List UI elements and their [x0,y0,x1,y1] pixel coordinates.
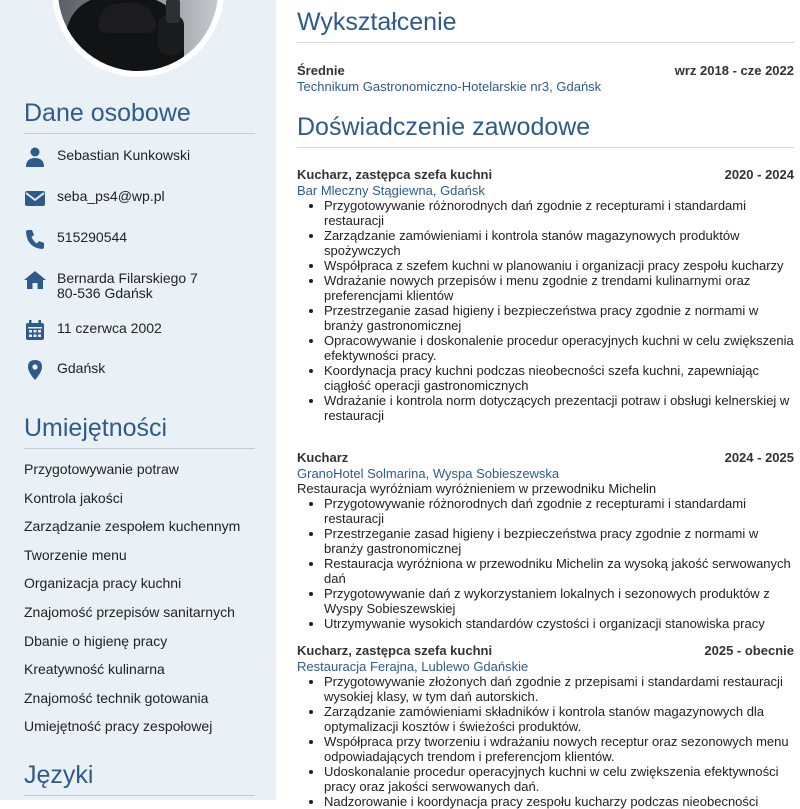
experience-heading: Doświadczenie zawodowe [297,112,794,148]
education-date: wrz 2018 - cze 2022 [674,63,794,78]
skill-item: Znajomość przepisów sanitarnych [24,604,235,620]
skill-item: Kreatywność kulinarna [24,661,165,677]
profile-photo [52,0,224,77]
list-item: • Utrzymywanie wysokich standardów czystości i organizacji stanowiska pracy [324,616,794,631]
skill-item: Organizacja pracy kuchni [24,575,182,591]
job-company: Bar Mleczny Stągiewna, Gdańsk [297,183,485,198]
list-item: • Udoskonalanie procedur operacyjnych kuchni w celu zwiększenia efektywności pracy oraz jakości serwowanych dań. [324,764,794,794]
job-date: 2025 - obecnie [704,643,794,658]
job-company: GranoHotel Solmarina, Wyspa Sobieszewska [297,466,560,481]
skill-item: Dbanie o higienę pracy [24,633,168,649]
personal-name: Sebastian Kunkowski [57,147,191,163]
education-level: Średnie [297,63,345,78]
job-duties [297,198,794,423]
list-item: • Przestrzeganie zasad higieny i bezpieczeństwa pracy zgodnie z normami w branży gastronomicznej [324,526,794,556]
job-date: 2024 - 2025 [724,450,794,465]
personal-birthdate: 11 czerwca 2002 [57,320,162,336]
list-item: • Przygotowywanie różnorodnych dań zgodnie z recepturami i standardami restauracji [324,496,794,526]
list-item: • Przygotowywanie dań z wykorzystaniem lokalnych i sezonowych produktów z Wyspy Sobieszewskiej [324,586,794,616]
calendar-icon [24,320,46,340]
location-pin-icon [24,360,46,380]
personal-address-line2: 80-536 Gdańsk [57,285,153,301]
sidebar [0,0,276,800]
list-item: • Zarządzanie zamówieniami składników i kontrola stanów magazynowych dla optymalizacji kosztów i świeżości produktów. [324,704,794,734]
skill-item: Kontrola jakości [24,490,123,506]
job-position: Kucharz, zastępca szefa kuchni [297,643,493,658]
personal-city: Gdańsk [57,360,106,376]
phone-icon [24,229,46,249]
job-position: Kucharz [297,450,349,465]
list-item: • Wdrażanie i kontrola norm dotyczących prezentacji potraw i obsługi kelnerskiej w restauracji [324,393,794,423]
personal-data-heading: Dane osobowe [24,98,255,134]
education-heading: Wykształcenie [297,7,794,43]
experience-entry [297,450,794,631]
skills-heading: Umiejętności [24,413,255,449]
person-icon [24,147,46,167]
job-date: 2020 - 2024 [724,167,794,182]
skill-item: Tworzenie menu [24,547,127,563]
list-item: • Współpraca z szefem kuchni w planowaniu i organizacji pracy zespołu kucharzy [324,258,794,273]
list-item: • Zarządzanie zamówieniami i kontrola stanów magazynowych produktów spożywczych [324,228,794,258]
home-icon [24,270,46,290]
personal-phone[interactable]: 515290544 [57,229,128,245]
list-item: • Restauracja wyróżniona w przewodniku Michelin za wysoką jakość serwowanych dań [324,556,794,586]
languages-heading: Języki [24,760,255,796]
envelope-icon [24,188,46,208]
skill-item: Przygotowywanie potraw [24,461,179,477]
experience-entry [297,643,794,809]
skill-item: Umiejętność pracy zespołowej [24,718,213,734]
skill-item: Znajomość technik gotowania [24,690,209,706]
job-duties [297,496,794,631]
experience-entry [297,167,794,423]
skill-item: Zarządzanie zespołem kuchennym [24,518,241,534]
personal-address-line1: Bernarda Filarskiego 7 [57,270,198,286]
job-company: Restauracja Ferajna, Lublewo Gdańskie [297,659,529,674]
list-item: • Nadzorowanie i koordynacja pracy zespołu kucharzy podczas nieobecności [324,794,794,809]
list-item: • Współpraca przy tworzeniu i wdrażaniu nowych receptur oraz sezonowych menu odpowiadających trendom i preferencjom klientów. [324,734,794,764]
list-item: • Wdrażanie nowych przepisów i menu zgodnie z trendami kulinarnymi oraz preferencjami klientów [324,273,794,303]
job-note: Restauracja wyróżniam wyróżnieniem w przewodniku Michelin [297,481,657,496]
education-entry [297,63,794,94]
main-content [297,0,794,809]
job-duties [297,674,794,809]
list-item: • Opracowywanie i doskonalenie procedur operacyjnych kuchni w celu zwiększenia efektywności pracy. [324,333,794,363]
personal-email[interactable]: seba_ps4@wp.pl [57,188,165,204]
list-item: • Przygotowywanie różnorodnych dań zgodnie z recepturami i standardami restauracji [324,198,794,228]
job-position: Kucharz, zastępca szefa kuchni [297,167,493,182]
list-item: • Przestrzeganie zasad higieny i bezpieczeństwa pracy zgodnie z normami w branży gastronomicznej [324,303,794,333]
education-school: Technikum Gastronomiczno-Hotelarskie nr3, Gdańsk [297,79,602,94]
list-item: • Koordynacja pracy kuchni podczas nieobecności szefa kuchni, zapewniając ciągłość operacji gastronomicznych [324,363,794,393]
list-item: • Przygotowywanie złożonych dań zgodnie z przepisami i standardami restauracji wysokiej klasy, w tym dań autorskich. [324,674,794,704]
